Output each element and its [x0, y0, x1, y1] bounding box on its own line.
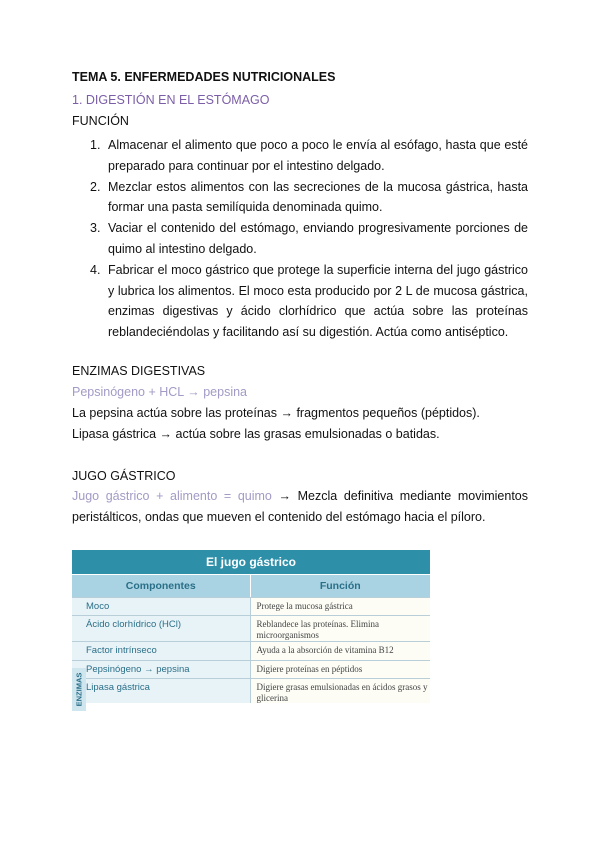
list-item: 3. Vaciar el contenido del estómago, enviando progresivamente porciones de quimo al intestino delgado.	[90, 221, 528, 256]
table-title: El jugo gástrico	[72, 550, 430, 574]
column-header-componentes: Componentes	[125, 580, 196, 592]
jugo-formula: Jugo gástrico + alimento = quimo	[72, 489, 272, 503]
table-row: Ácido clorhídrico (HCl) Reblandece las proteínas. Elimina microorganismos	[72, 615, 430, 641]
funcion-list	[72, 135, 528, 343]
table-header-row	[72, 574, 430, 597]
jugo-text: → Mezcla definitiva mediante movimientos peristálticos, ondas que mueven el contenido del estómago hacia el píloro.	[72, 489, 528, 524]
funcion-heading: FUNCIÓN	[72, 114, 129, 128]
column-header-funcion: Función	[250, 575, 431, 597]
table-row: Factor intrínseco Ayuda a la absorción de vitamina B12	[72, 641, 430, 660]
list-item: 4. Fabricar el moco gástrico que protege la superficie interna del jugo gástrico y lubrica los alimentos. El moco esta producido por 2 L de mucosa gástrica, enzimas digestivas y ácido clorhídrico que actúa sobre las proteínas reblandeciéndolas y facilitando así su digestión. Actúa como antiséptico.	[90, 262, 528, 340]
section-subtitle: 1. DIGESTIÓN EN EL ESTÓMAGO	[72, 93, 270, 107]
document-title: TEMA 5. ENFERMEDADES NUTRICIONALES	[72, 70, 336, 84]
table-row: Moco Protege la mucosa gástrica	[72, 597, 430, 615]
list-item: 1. Almacenar el alimento que poco a poco le envía al esófago, hasta que esté preparado para continuar por el intestino delgado.	[90, 138, 528, 173]
enzimas-heading: ENZIMAS DIGESTIVAS	[72, 364, 206, 378]
table-row: Pepsinógeno → pepsina Digiere proteínas en péptidos	[72, 660, 430, 678]
enzimas-side-label: ENZIMAS	[72, 668, 86, 711]
list-item: 2. Mezclar estos alimentos con las secreciones de la mucosa gástrica, hasta formar una pasta semilíquida denominada quimo.	[90, 179, 528, 215]
table-row: Lipasa gástrica Digiere grasas emulsionadas en ácidos grasos y glicerina	[72, 678, 430, 703]
enzimas-line-2: Lipasa gástrica → actúa sobre las grasas emulsionadas o batidas.	[72, 427, 440, 441]
jugo-heading: JUGO GÁSTRICO	[72, 469, 176, 483]
jugo-gastrico-table	[72, 550, 430, 711]
enzimas-formula: Pepsinógeno + HCL → pepsina	[72, 385, 247, 399]
jugo-paragraph	[72, 486, 528, 528]
enzimas-line-1: La pepsina actúa sobre las proteínas → fragmentos pequeños (péptidos).	[72, 406, 480, 420]
